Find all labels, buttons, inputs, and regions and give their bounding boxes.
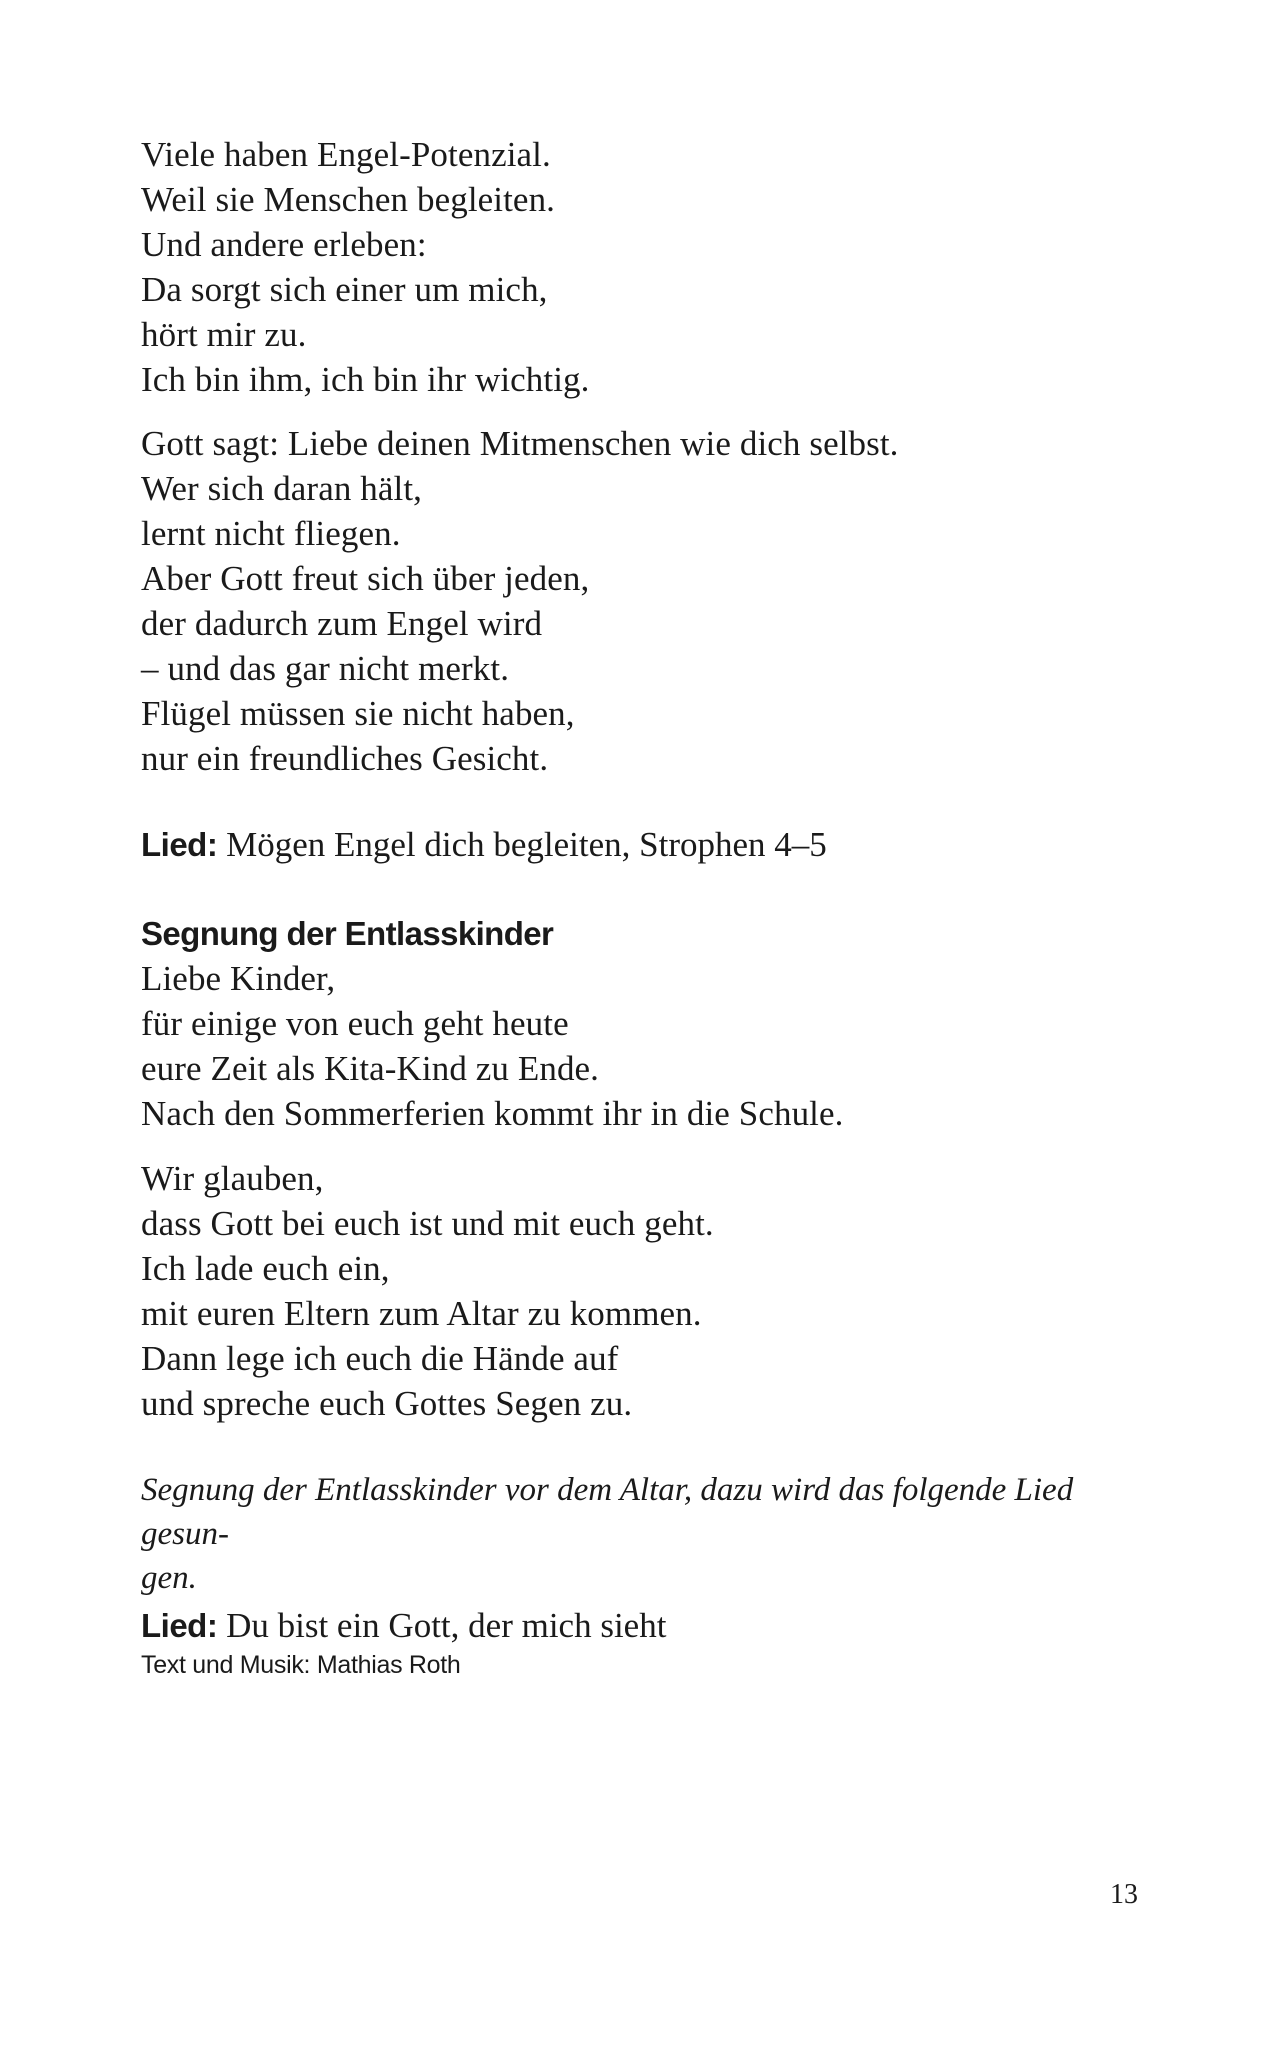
verse-line: Ich lade euch ein, [141, 1249, 390, 1288]
section-heading: Segnung der Entlasskinder [141, 915, 554, 952]
verse-line: mit euren Eltern zum Altar zu kommen. [141, 1294, 702, 1333]
verse-line: Wer sich daran hält, [141, 469, 423, 508]
verse-line: Weil sie Menschen begleiten. [141, 180, 556, 219]
rubric-instruction [141, 1468, 1126, 1600]
verse-line: eure Zeit als Kita-Kind zu Ende. [141, 1049, 600, 1088]
verse-line: Dann lege ich euch die Hände auf [141, 1339, 619, 1378]
song-title: Du bist ein Gott, der mich sieht [217, 1606, 667, 1645]
song-title: Mögen Engel dich begleiten, Strophen 4–5 [217, 825, 827, 864]
verse-engel-potenzial [141, 132, 1141, 402]
verse-line: und spreche euch Gottes Segen zu. [141, 1384, 633, 1423]
verse-line: der dadurch zum Engel wird [141, 604, 543, 643]
verse-wir-glauben [141, 1156, 1141, 1426]
rubric-line: gen. [141, 1560, 197, 1596]
verse-line: lernt nicht fliegen. [141, 514, 401, 553]
verse-line: Und andere erleben: [141, 225, 427, 264]
verse-line: dass Gott bei euch ist und mit euch geht. [141, 1204, 714, 1243]
song-label: Lied: [141, 1607, 218, 1644]
verse-line: Liebe Kinder, [141, 959, 336, 998]
verse-line: Da sorgt sich einer um mich, [141, 270, 548, 309]
song-label: Lied: [141, 826, 218, 863]
verse-line: Flügel müssen sie nicht haben, [141, 694, 575, 733]
verse-line: Viele haben Engel-Potenzial. [141, 135, 551, 174]
verse-gott-sagt [141, 421, 1141, 781]
verse-line: Gott sagt: Liebe deinen Mitmenschen wie dich selbst. [141, 424, 899, 463]
song-credit: Text und Musik: Mathias Roth [141, 1651, 461, 1679]
verse-line: Aber Gott freut sich über jeden, [141, 559, 590, 598]
verse-line: Ich bin ihm, ich bin ihr wichtig. [141, 360, 590, 399]
verse-line: hört mir zu. [141, 315, 307, 354]
page-number: 13 [1110, 1879, 1138, 1910]
verse-line: Wir glauben, [141, 1159, 324, 1198]
song-du-bist-ein-gott [141, 1603, 1141, 1648]
verse-liebe-kinder [141, 956, 1141, 1136]
song-moegen-engel [141, 822, 1141, 867]
verse-line: – und das gar nicht merkt. [141, 649, 510, 688]
verse-line: für einige von euch geht heute [141, 1004, 569, 1043]
rubric-line: Segnung der Entlasskinder vor dem Altar, dazu wird das folgende Lied gesun- [141, 1472, 1074, 1552]
verse-line: Nach den Sommerferien kommt ihr in die Schule. [141, 1094, 844, 1133]
verse-line: nur ein freundliches Gesicht. [141, 739, 549, 778]
